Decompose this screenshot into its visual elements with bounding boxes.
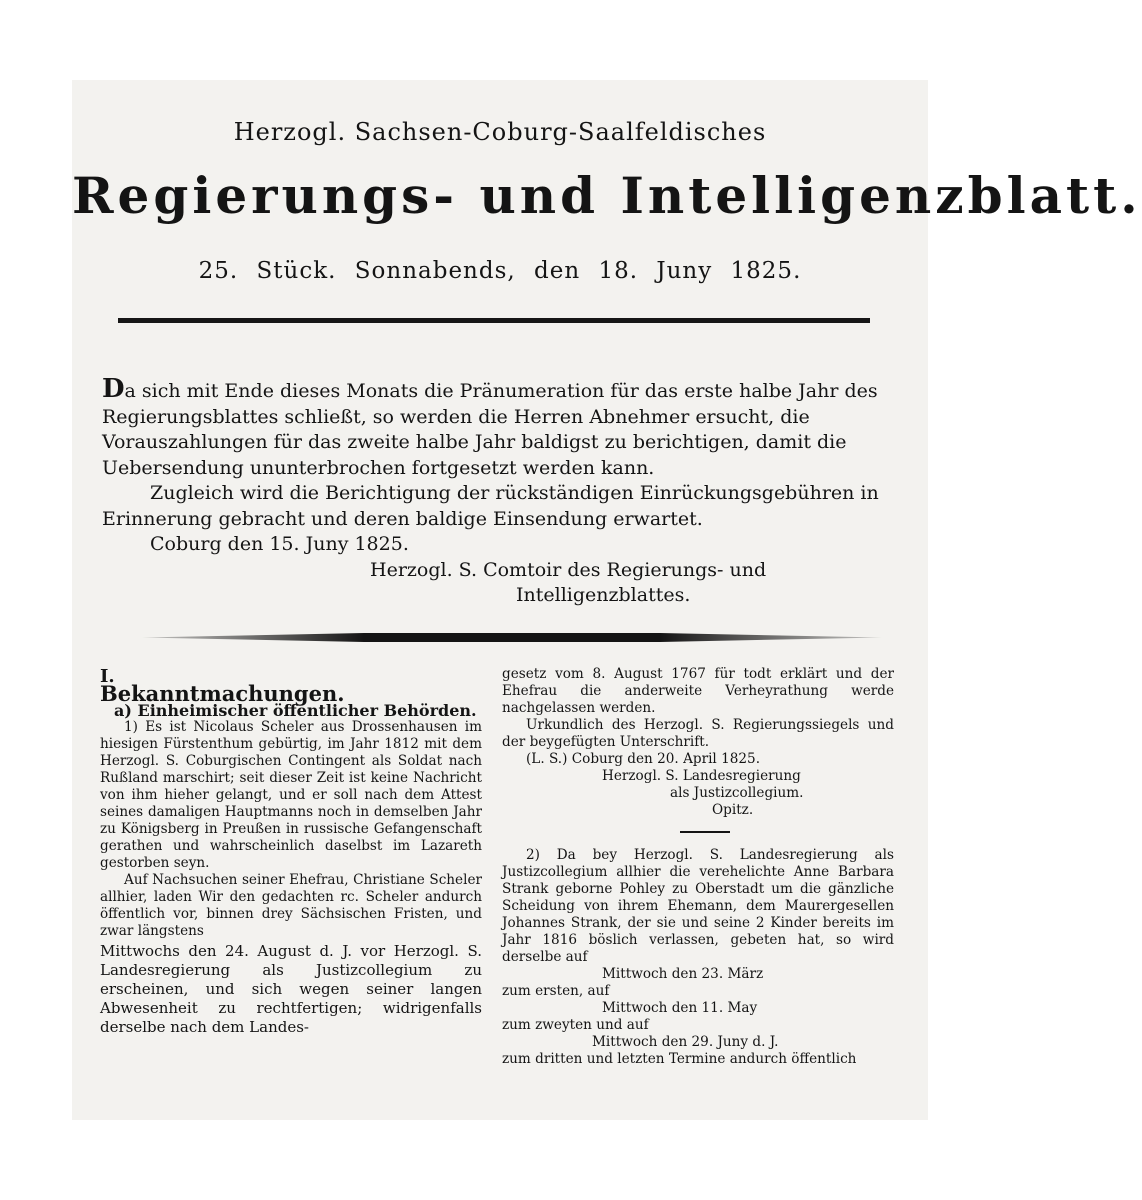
- notice-dateline: Coburg den 15. Juny 1825.: [150, 533, 409, 555]
- masthead-rule: [118, 318, 870, 323]
- hearing-label-3: zum dritten und letzten Termine andurch öffentlich: [502, 1051, 857, 1067]
- newspaper-page: [72, 80, 1142, 1120]
- issue-number: 25. Stück.: [198, 258, 337, 284]
- issue-day: Sonnabends,: [354, 258, 516, 284]
- masthead-duchy: Herzogl. Sachsen-Coburg-Saalfeldisches: [233, 118, 767, 146]
- subscription-notice: [102, 374, 888, 609]
- announcement-1-attestation: Urkundlich des Herzogl. S. Regierungssiegels und der beygefügten Unterschrift.: [502, 717, 894, 750]
- hearing-date-2: Mittwoch den 11. May: [602, 1000, 758, 1016]
- section-title: Bekanntmachungen.: [100, 681, 345, 706]
- notice-signature-1: Herzogl. S. Comtoir des Regierungs- und: [370, 558, 767, 581]
- announcement-1-continued: gesetz vom 8. August 1767 für todt erklärt und der Ehefrau die anderweite Verheyrathung werde nachgelassen werden.: [502, 666, 894, 716]
- hearing-label-2: zum zweyten und auf: [502, 1017, 649, 1033]
- hearing-date-3: Mittwoch den 29. Juny d. J.: [592, 1034, 779, 1050]
- subsection-title: a) Einheimischer öffentlicher Behörden.: [114, 701, 477, 720]
- announcement-2-text: 2) Da bey Herzogl. S. Landesregierung als Justizcollegium allhier die verehelichte Anne Barbara Strank geborne Pohley zu Oberstadt um die gänzliche Scheidung von ihrem Ehemann, dem Maurergesellen Johannes Strank, der sie und seine 2 Kinder bereits im Jahr 1816 böslich verlassen, gebeten hat, so wird derselbe auf: [502, 847, 894, 965]
- signer-name: Opitz.: [712, 802, 754, 818]
- left-column: [100, 668, 482, 1039]
- notice-signature-2: Intelligenzblattes.: [516, 584, 691, 606]
- announcement-1-deadline: Mittwochs den 24. August d. J. vor Herzogl. S. Landesregierung als Justizcollegium zu erscheinen, und sich wegen seiner langen Abwesenheit zu rechtfertigen; widrigenfalls derselbe nach dem Landes-: [100, 942, 482, 1036]
- authority-line-2: als Justizcollegium.: [670, 785, 804, 801]
- masthead-title: Regierungs- und Intelligenzblatt.: [72, 166, 1142, 225]
- short-divider: [680, 831, 730, 833]
- announcement-1-text: 1) Es ist Nicolaus Scheler aus Drossenhausen im hiesigen Fürstenthum gebürtig, im Jahr 1812 mit dem Herzogl. S. Coburgischen Contingent als Soldat nach Rußland marschirt; seit dieser Zeit ist keine Nachricht von ihm hieher gelangt, und er soll nach dem Attest seines damaligen Hauptmanns noch in demselben Jahr zu Königsberg in Preußen in russische Gefangenschaft gerathen und wahrscheinlich daselbst im Lazareth gestorben seyn.: [100, 719, 482, 871]
- section-divider: [142, 633, 882, 642]
- authority-line-1: Herzogl. S. Landesregierung: [602, 768, 801, 784]
- announcement-1-summons: Auf Nachsuchen seiner Ehefrau, Christiane Scheler allhier, laden Wir den gedachten rc. Scheler andurch öffentlich vor, binnen drey Sächsischen Fristen, und zwar längstens: [100, 872, 482, 939]
- drop-cap: D: [102, 374, 125, 404]
- masthead-issue-line: [72, 258, 928, 284]
- hearing-label-1: zum ersten, auf: [502, 983, 610, 999]
- notice-para-2: Zugleich wird die Berichtigung der rückständigen Einrückungsgebühren in Erinnerung gebracht und deren baldige Einsendung erwartet.: [102, 482, 879, 530]
- notice-para-1: Da sich mit Ende dieses Monats die Pränumeration für das erste halbe Jahr des Regierungsblattes schließt, so werden die Herren Abnehmer ersucht, die Vorauszahlungen für das zweite halbe Jahr baldigst zu berichtigen, damit die Uebersendung ununterbrochen fortgesetzt werden kann.: [102, 374, 878, 479]
- seal-and-date: (L. S.) Coburg den 20. April 1825.: [526, 751, 761, 767]
- issue-date: den 18. Juny 1825.: [534, 258, 802, 284]
- right-column: [502, 666, 894, 1068]
- section-number: I.: [100, 666, 115, 687]
- hearing-date-1: Mittwoch den 23. März: [602, 966, 764, 982]
